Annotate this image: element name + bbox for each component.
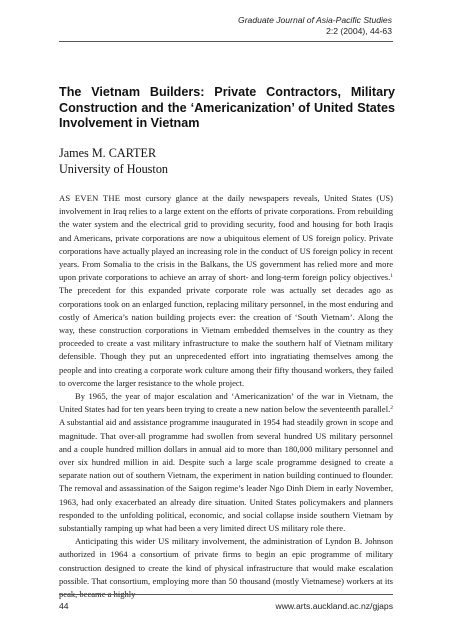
paragraph-2: [59, 390, 393, 535]
footer-rule: [59, 594, 393, 595]
author-block: [59, 146, 389, 177]
page-number: 44: [59, 601, 69, 611]
author-name: James M. CARTER: [59, 146, 157, 160]
paragraph-2-text-a: By 1965, the year of major escalation and ‘Americanization’ of the war in Vietnam, the United States had for ten years been trying to create a new nation below the seventeenth parallel.: [59, 391, 393, 415]
paragraph-3: Anticipating this wider US military involvement, the administration of Lyndon B. Johnson authorized in 1964 a consortium of private firms to begin an epic programme of military construction designed to create the kind of physical infrastructure that would make escalation possible. That consortium, employing more than 50 thousand (mostly Vietnamese) workers at its peak, became a highly: [59, 536, 393, 600]
header-rule: [59, 41, 393, 42]
footnote-ref-1: 1: [390, 273, 393, 280]
article-body: [59, 192, 393, 601]
author-affiliation: University of Houston: [59, 161, 169, 176]
article-title: The Vietnam Builders: Private Contractors, Military Construction and the ‘Americanization’ of United States Involvement in Vietnam: [59, 85, 395, 130]
journal-name: Graduate Journal of Asia-Pacific Studies: [238, 15, 392, 25]
journal-url: www.arts.auckland.ac.nz/gjaps: [275, 601, 393, 611]
footnote-ref-2: 2: [390, 405, 393, 412]
paragraph-1: [59, 192, 393, 390]
paragraph-2-text-b: A substantial aid and assistance programme inaugurated in 1954 had steadily grown in scope and magnitude. That over-all programme had swollen from several hundred US military personnel and a couple hundred million dollars in annual aid to more than 180,000 military personnel and over six hundred million in aid. Despite such a large scale programme designed to create a separate nation out of southern Vietnam, the experiment in nation building continued to flounder. The removal and assassination of the Saigon regime’s leader Ngo Dinh Diem in early November, 1963, had only exacerbated an already dire situation. United States policymakers and planners responded to the unfolding political, economic, and social collapse inside southern Vietnam by substantially ramping up what had been a very limited direct US military role there.: [59, 417, 393, 534]
journal-header: [238, 15, 392, 37]
paragraph-1-text-a: most cursory glance at the daily newspapers reveals, United States (US) involvement in Iraq relies to a large extent on the efforts of private corporations. From rebuilding the water system and the electrical grid to providing security, food and housing for both Iraqis and Americans, private corporations are now a ubiquitous element of US foreign policy. Private corporations have actually played an increasing role in the conduct of US foreign policy in recent years. From Somalia to the crisis in the Balkans, the US government has relied more and more upon private corporations to achieve an array of short- and long-term foreign policy objectives.: [59, 193, 393, 283]
lead-in-text: AS EVEN THE: [59, 193, 121, 203]
paragraph-1-text-b: The precedent for this expanded private corporate role was actually set decades ago as corporations took on an enlarged function, replacing military personnel, in the most enduring and costly of America’s nation building projects ever: the creation of ‘South Vietnam’. Along the way, these construction corporations in Vietnam embedded themselves in the country as they proceeded to create a vast military infrastructure to make the southern half of Vietnam military defensible. Though they put an unprecedented effort into ingratiating themselves among the people and into creating a corporate work culture among their fifty thousand workers, they failed to overcome the larger resistance to the whole project.: [59, 285, 393, 388]
volume-info: 2:2 (2004), 44-63: [326, 26, 392, 36]
